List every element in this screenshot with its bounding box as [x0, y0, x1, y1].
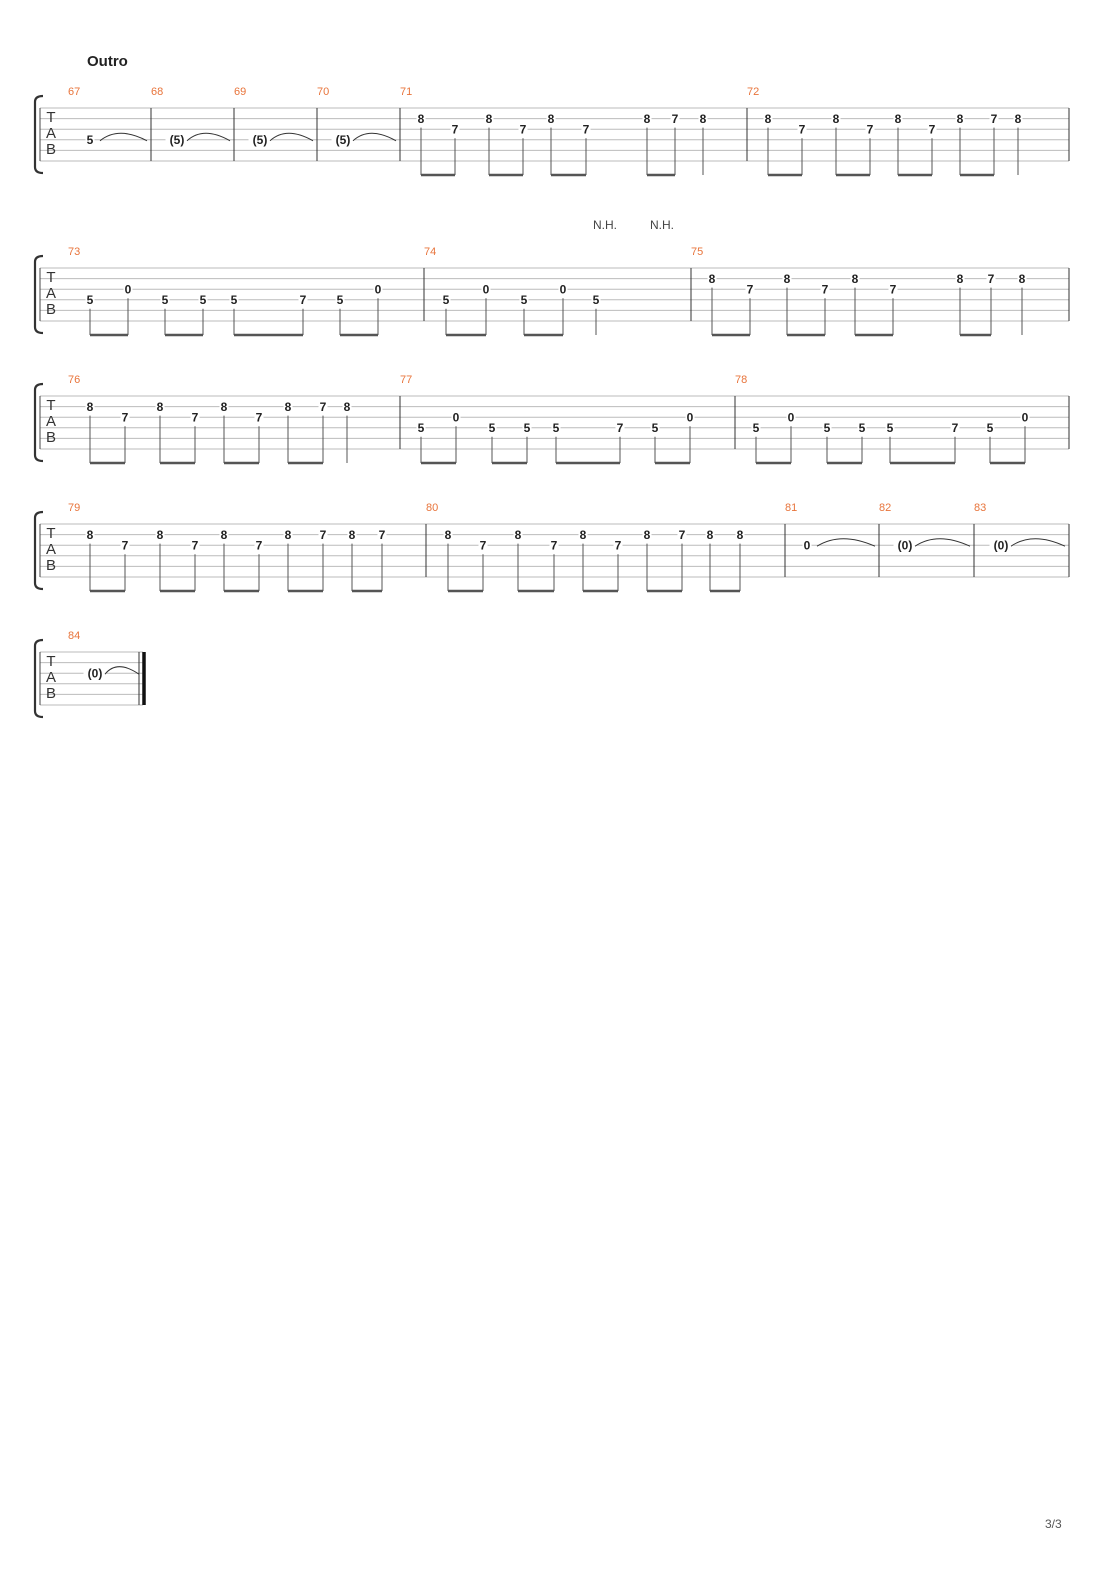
tab-clef-letter: T: [46, 109, 56, 126]
fret-number: (5): [169, 133, 185, 148]
fret-number: 5: [488, 421, 496, 436]
fret-number: 7: [987, 271, 995, 286]
fret-number: 7: [798, 122, 806, 137]
page-number: 3/3: [1045, 1517, 1062, 1531]
fret-number: 7: [451, 122, 459, 137]
fret-number: (5): [335, 133, 351, 148]
measure-number: 72: [747, 86, 760, 98]
fret-number: 0: [482, 282, 490, 297]
fret-number: 8: [348, 527, 356, 542]
fret-number: 8: [706, 527, 714, 542]
fret-number: 7: [191, 410, 199, 425]
fret-number: 7: [582, 122, 590, 137]
fret-number: 0: [1021, 410, 1029, 425]
fret-number: (0): [87, 666, 103, 681]
measure-number: 73: [68, 246, 81, 258]
tab-clef-letter: T: [46, 653, 56, 670]
measure-number: 79: [68, 502, 81, 514]
fret-number: 7: [479, 538, 487, 553]
fret-number: 5: [161, 293, 169, 308]
tab-clef-letter: B: [45, 429, 57, 446]
fret-number: 8: [956, 111, 964, 126]
natural-harmonic-label: N.H.: [593, 218, 617, 232]
tab-clef-letter: B: [45, 557, 57, 574]
measure-number: 77: [400, 374, 413, 386]
tab-clef-letter: B: [45, 301, 57, 318]
fret-number: 7: [671, 111, 679, 126]
measure-number: 84: [68, 630, 81, 642]
fret-number: 5: [592, 293, 600, 308]
tab-system: [35, 218, 1069, 335]
fret-number: 7: [951, 421, 959, 436]
fret-number: 5: [417, 421, 425, 436]
fret-number: 7: [378, 527, 386, 542]
fret-number: 8: [894, 111, 902, 126]
fret-number: 7: [889, 282, 897, 297]
fret-number: 5: [520, 293, 528, 308]
fret-number: 8: [343, 399, 351, 414]
fret-number: 7: [121, 410, 129, 425]
measure-number: 83: [974, 502, 987, 514]
fret-number: 7: [614, 538, 622, 553]
fret-number: 7: [616, 421, 624, 436]
fret-number: 7: [255, 410, 263, 425]
measure-number: 81: [785, 502, 798, 514]
fret-number: 8: [86, 399, 94, 414]
fret-number: 8: [417, 111, 425, 126]
fret-number: 7: [821, 282, 829, 297]
fret-number: 0: [559, 282, 567, 297]
fret-number: (0): [897, 538, 913, 553]
fret-number: 0: [803, 538, 811, 553]
fret-number: (5): [252, 133, 268, 148]
fret-number: 5: [523, 421, 531, 436]
fret-number: 7: [319, 399, 327, 414]
fret-number: 8: [156, 527, 164, 542]
fret-number: 7: [121, 538, 129, 553]
measure-number: 76: [68, 374, 81, 386]
measure-number: 67: [68, 86, 81, 98]
fret-number: 7: [746, 282, 754, 297]
tab-clef-letter: B: [45, 141, 57, 158]
fret-number: 0: [124, 282, 132, 297]
tab-clef-letter: A: [45, 125, 57, 142]
fret-number: 5: [886, 421, 894, 436]
fret-number: 8: [284, 399, 292, 414]
fret-number: 5: [230, 293, 238, 308]
fret-number: 5: [336, 293, 344, 308]
fret-number: 7: [928, 122, 936, 137]
fret-number: 7: [519, 122, 527, 137]
tab-system: [35, 374, 1069, 463]
fret-number: 8: [579, 527, 587, 542]
tab-clef-letter: A: [45, 541, 57, 558]
fret-number: 5: [752, 421, 760, 436]
fret-number: 8: [444, 527, 452, 542]
fret-number: 8: [699, 111, 707, 126]
fret-number: 7: [866, 122, 874, 137]
fret-number: 5: [986, 421, 994, 436]
tab-clef-letter: B: [45, 685, 57, 702]
fret-number: 7: [990, 111, 998, 126]
fret-number: 0: [374, 282, 382, 297]
fret-number: 5: [86, 133, 94, 148]
fret-number: 8: [764, 111, 772, 126]
fret-number: 7: [191, 538, 199, 553]
measure-number: 82: [879, 502, 892, 514]
fret-number: 8: [220, 527, 228, 542]
fret-number: 8: [851, 271, 859, 286]
tab-system: [35, 630, 144, 717]
fret-number: 8: [86, 527, 94, 542]
measure-number: 69: [234, 86, 247, 98]
measure-number: 71: [400, 86, 413, 98]
fret-number: 8: [1014, 111, 1022, 126]
fret-number: 0: [452, 410, 460, 425]
fret-number: 8: [485, 111, 493, 126]
measure-number: 75: [691, 246, 704, 258]
fret-number: 8: [832, 111, 840, 126]
fret-number: 0: [686, 410, 694, 425]
tab-clef-letter: T: [46, 525, 56, 542]
tab-clef-letter: A: [45, 413, 57, 430]
fret-number: 8: [514, 527, 522, 542]
fret-number: 7: [550, 538, 558, 553]
fret-number: 7: [299, 293, 307, 308]
fret-number: 7: [319, 527, 327, 542]
fret-number: 5: [86, 293, 94, 308]
fret-number: 8: [547, 111, 555, 126]
fret-number: 8: [284, 527, 292, 542]
fret-number: 8: [783, 271, 791, 286]
fret-number: 8: [1018, 271, 1026, 286]
tab-system: [35, 502, 1069, 591]
tab-system: [35, 86, 1069, 175]
fret-number: 8: [736, 527, 744, 542]
tab-clef-letter: T: [46, 269, 56, 286]
fret-number: 5: [552, 421, 560, 436]
fret-number: 5: [442, 293, 450, 308]
fret-number: (0): [993, 538, 1009, 553]
fret-number: 5: [858, 421, 866, 436]
fret-number: 8: [643, 527, 651, 542]
fret-number: 8: [643, 111, 651, 126]
fret-number: 0: [787, 410, 795, 425]
measure-number: 78: [735, 374, 748, 386]
fret-number: 8: [220, 399, 228, 414]
tab-clef-letter: T: [46, 397, 56, 414]
natural-harmonic-label: N.H.: [650, 218, 674, 232]
measure-number: 68: [151, 86, 164, 98]
measure-number: 70: [317, 86, 330, 98]
tab-clef-letter: A: [45, 285, 57, 302]
section-title: Outro: [87, 53, 128, 70]
fret-number: 5: [651, 421, 659, 436]
fret-number: 7: [678, 527, 686, 542]
fret-number: 7: [255, 538, 263, 553]
tab-clef-letter: A: [45, 669, 57, 686]
fret-number: 8: [156, 399, 164, 414]
fret-number: 5: [823, 421, 831, 436]
fret-number: 8: [956, 271, 964, 286]
fret-number: 8: [708, 271, 716, 286]
fret-number: 5: [199, 293, 207, 308]
measure-number: 80: [426, 502, 439, 514]
measure-number: 74: [424, 246, 437, 258]
